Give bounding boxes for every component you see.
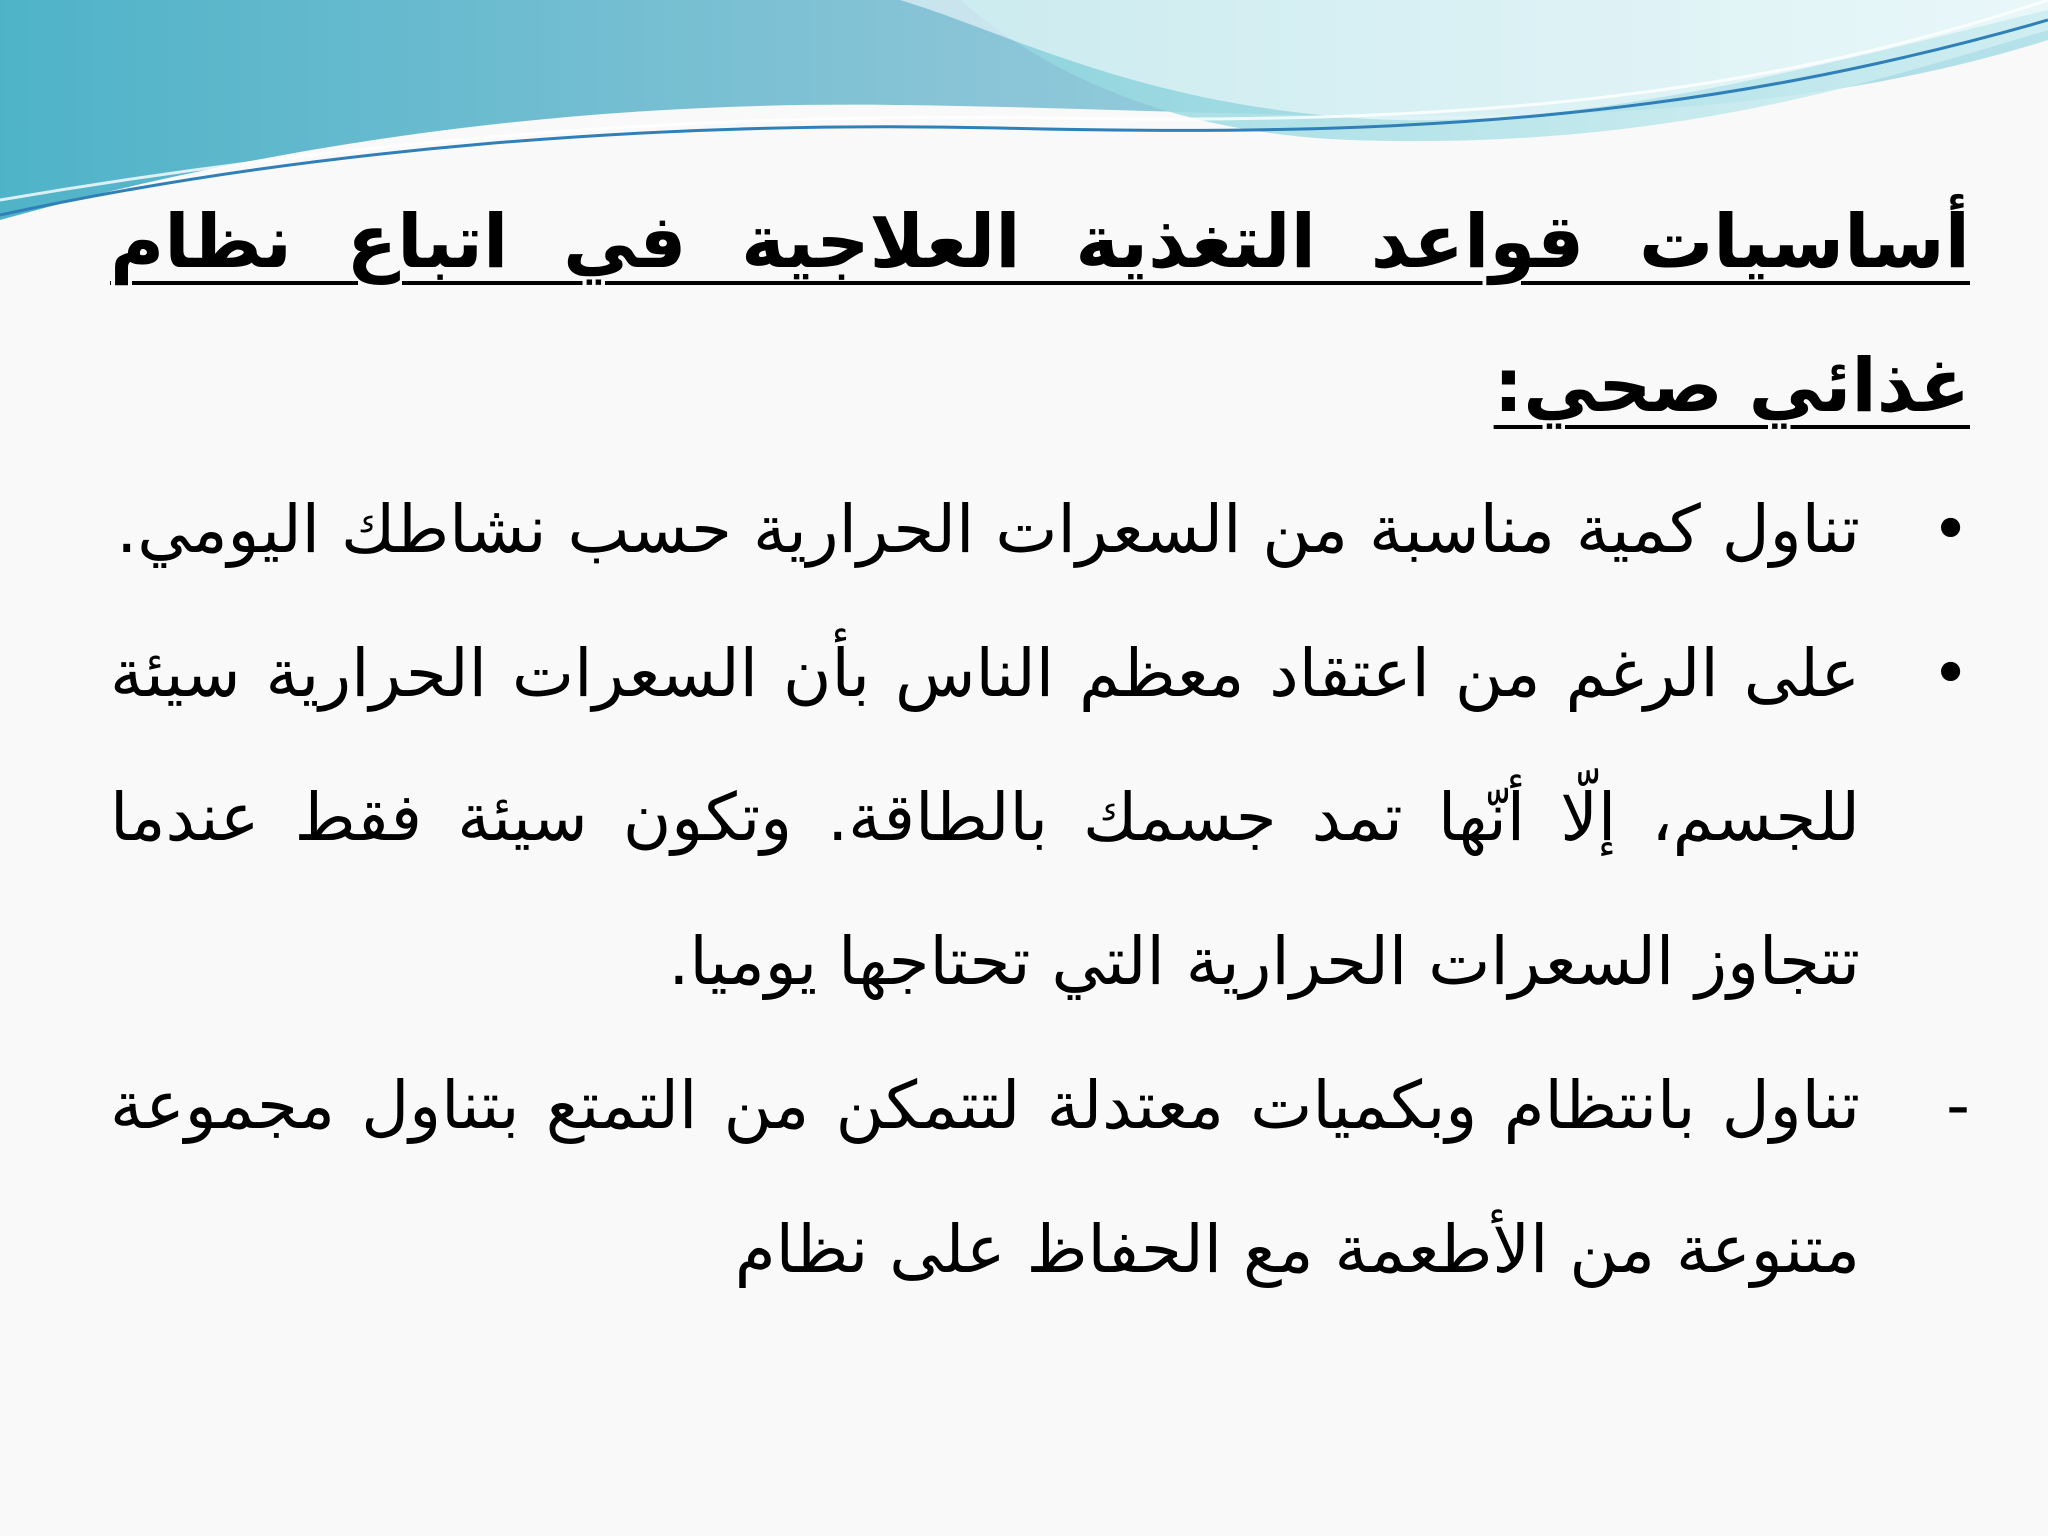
list-item — [110, 1034, 1970, 1322]
bullet-marker: • — [1931, 491, 1970, 568]
dash-marker: - — [1946, 1067, 1970, 1144]
list-item — [110, 602, 1970, 1034]
list-item-text: تناول كمية مناسبة من السعرات الحرارية حسب نشاطك اليومي. — [116, 491, 1860, 568]
list-item-text: تناول بانتظام وبكميات معتدلة لتتمكن من التمتع بتناول مجموعة متنوعة من الأطعمة مع الحفاظ على نظام — [110, 1067, 1860, 1288]
list-item-text: على الرغم من اعتقاد معظم الناس بأن السعرات الحرارية سيئة للجسم، إلّا أنّها تمد جسمك بالطاقة. وتكون سيئة فقط عندما تتجاوز السعرات الحرارية التي تحتاجها يوميا. — [110, 635, 1860, 1000]
list-item — [110, 458, 1970, 602]
slide-title: أساسيات قواعد التغذية العلاجية في اتباع نظام غذائي صحي: — [110, 199, 1970, 429]
bullet-marker: • — [1931, 635, 1970, 712]
slide-content — [110, 170, 1970, 1322]
